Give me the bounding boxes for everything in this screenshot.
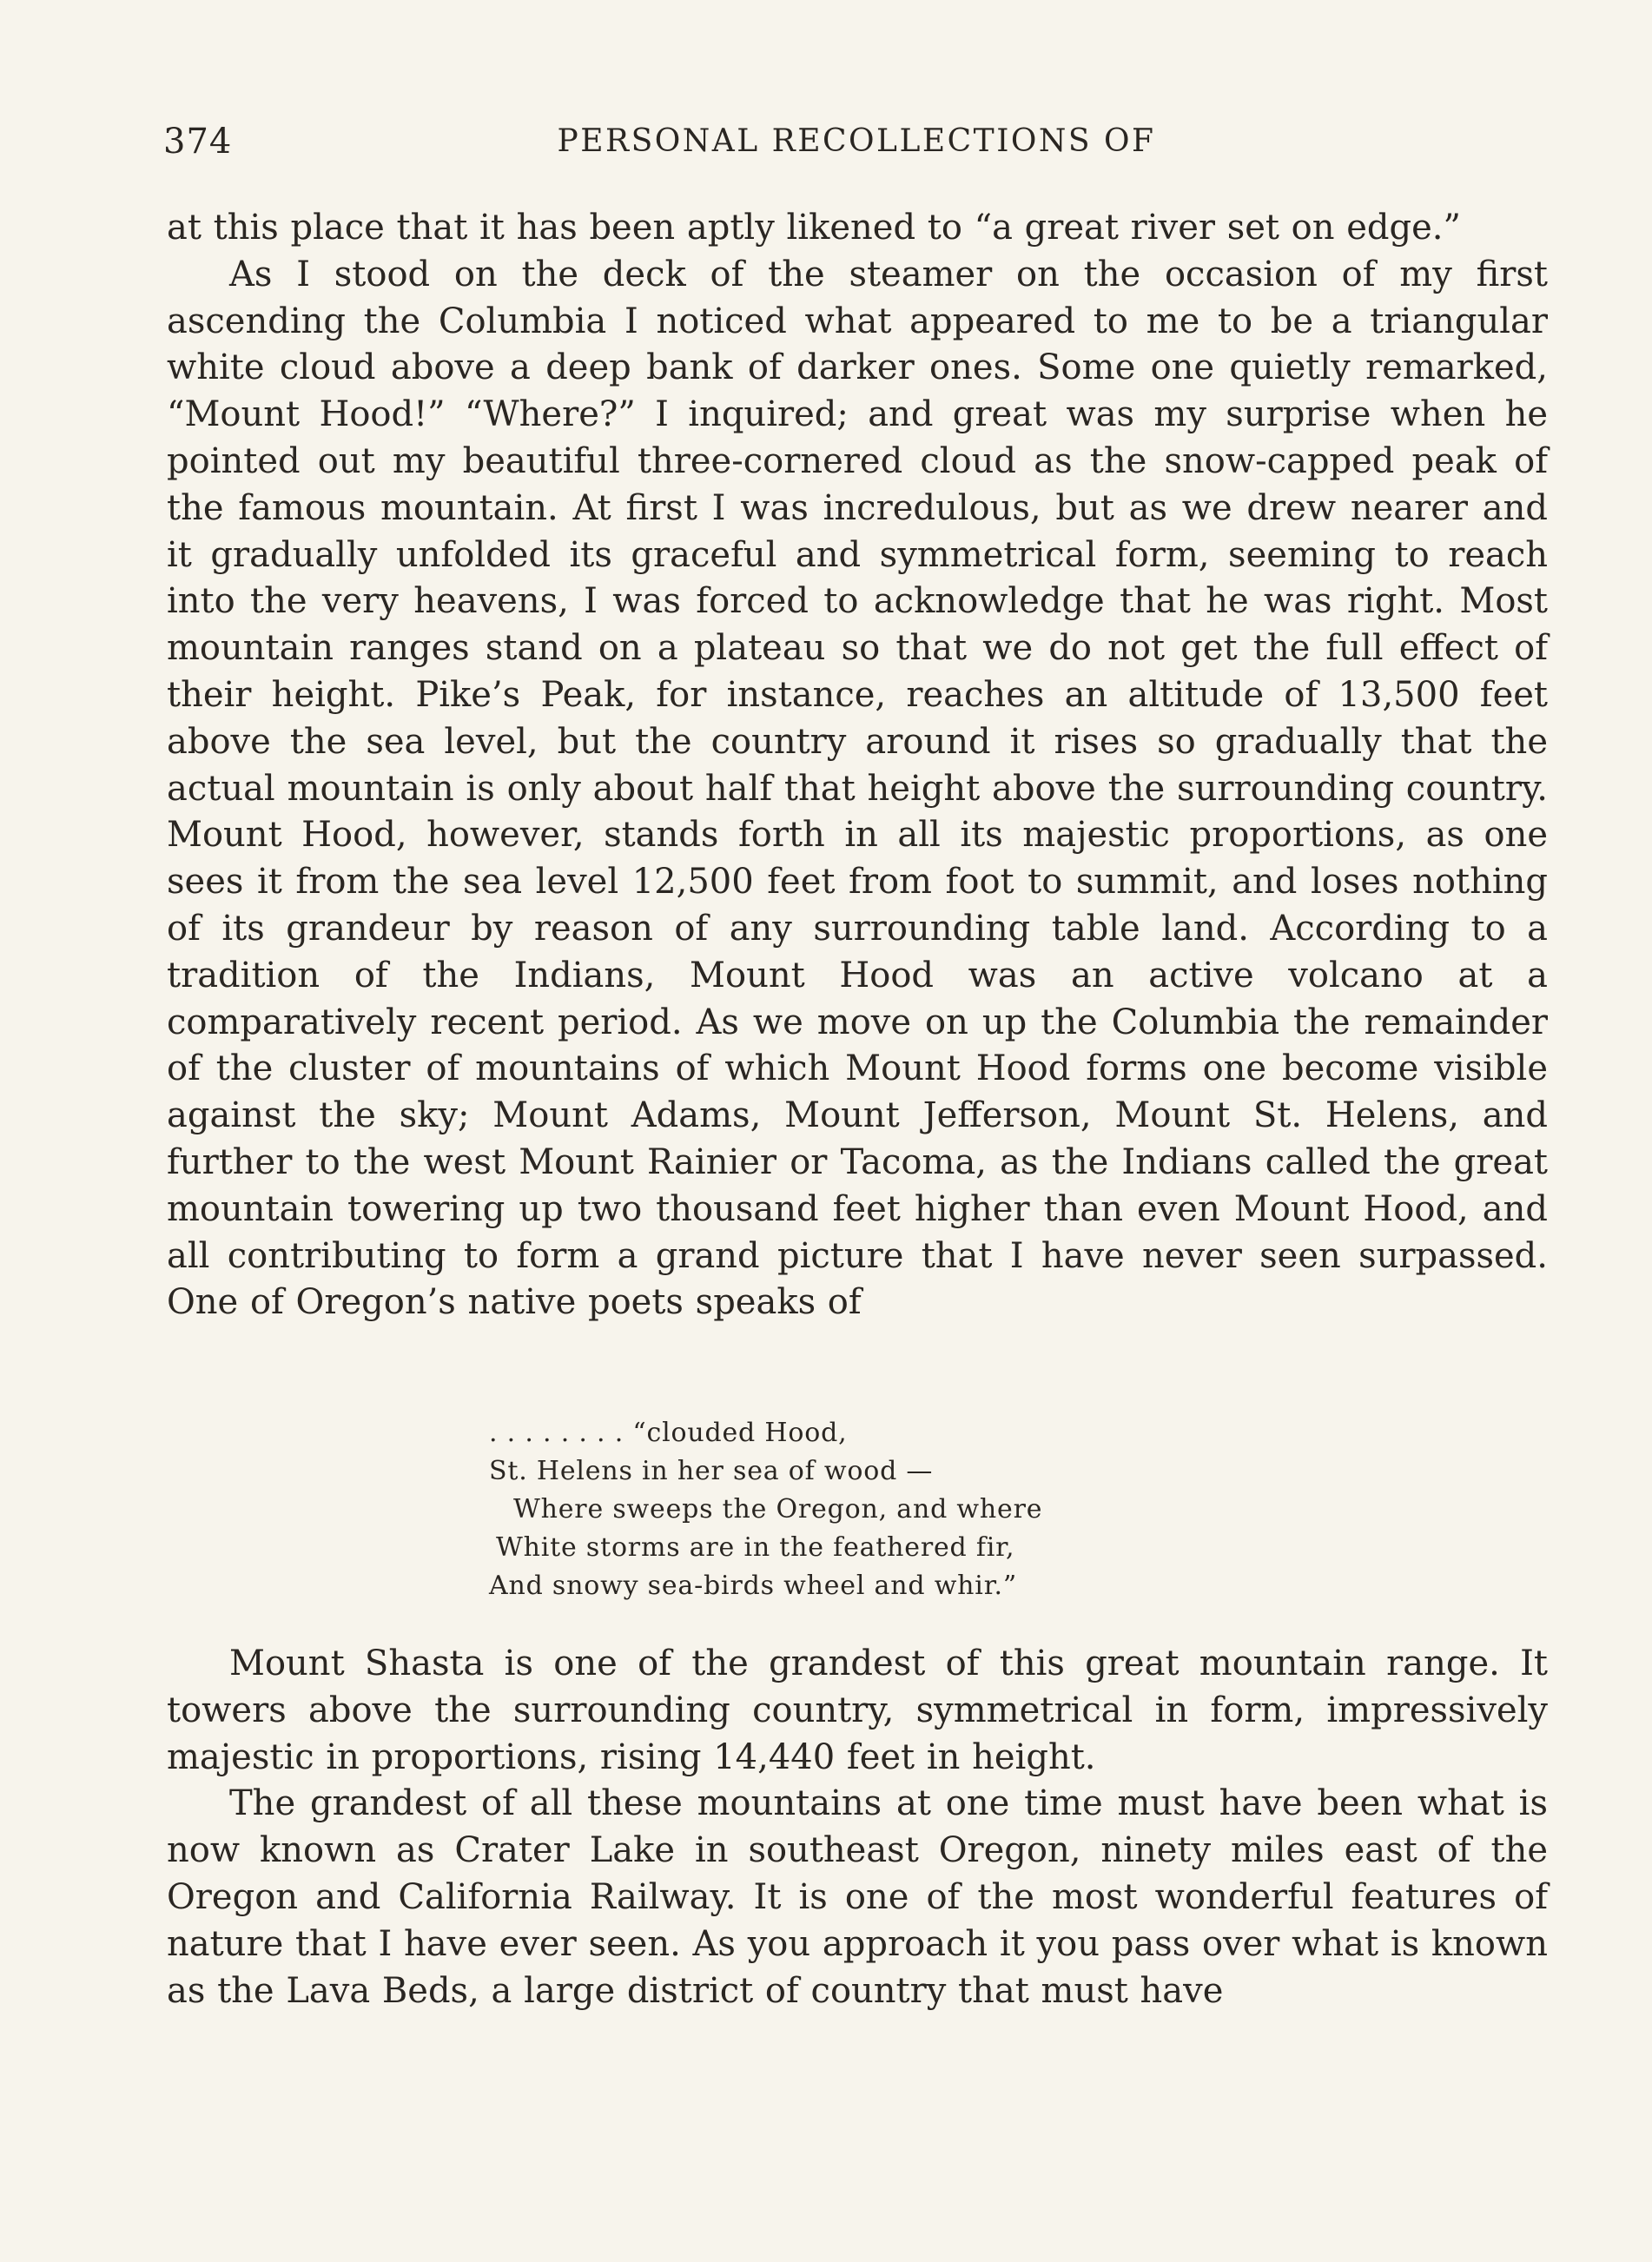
poem-line: Where sweeps the Oregon, and where bbox=[513, 1494, 1043, 1525]
paragraph: The grandest of all these mountains at one time must have been what is now known as Crater Lake in southeast Oregon, ninety miles east of the Oregon and California Railway. It is one of the most wonderful features of nature that I have ever seen. As you approach it you pass over what is known as the Lava Beds, a large district of country that must have bbox=[167, 1783, 1548, 2011]
poem-line: St. Helens in her sea of wood — bbox=[489, 1456, 934, 1486]
body-text-upper bbox=[167, 205, 1548, 1326]
poem-quotation bbox=[489, 1414, 1184, 1605]
poem-line: . . . . . . . . “clouded Hood, bbox=[489, 1418, 848, 1448]
page-number: 374 bbox=[163, 122, 233, 162]
poem-line: White storms are in the feathered fir, bbox=[496, 1532, 1015, 1563]
page-header bbox=[163, 122, 1550, 174]
paragraph: As I stood on the deck of the steamer on the occasion of my first ascending the Columbia I noticed what appeared to me to be a triangular white cloud above a deep bank of darker ones. Some one quietly remarked, “Mount Hood!” “Where?” I inquired; and great was my surprise when he pointed out my beautiful three-cornered cloud as the snow-capped peak of the famous mountain. At first I was incredulous, but as we drew nearer and it gradually unfolded its graceful and symmetrical form, seeming to reach into the very heavens, I was forced to acknowledge that he was right. Most mountain ranges stand on a plateau so that we do not get the full effect of their height. Pike’s Peak, for instance, reaches an altitude of 13,500 feet above the sea level, but the country around it rises so gradually that the actual mountain is only about half that height above the surrounding country. Mount Hood, however, stands forth in all its majestic proportions, as one sees it from the sea level 12,500 feet from foot to summit, and loses nothing of its grandeur by reason of any surrounding table land. According to a tradition of the Indians, Mount Hood was an active volcano at a comparatively recent period. As we move on up the Columbia the remainder of the cluster of mountains of which Mount Hood forms one become visible against the sky; Mount Adams, Mount Jefferson, Mount St. Helens, and further to the west Mount Rainier or Tacoma, as the Indians called the great mountain towering up two thousand feet higher than even Mount Hood, and all contributing to form a grand picture that I have never seen surpassed. One of Oregon’s native poets speaks of bbox=[167, 254, 1548, 1323]
poem-line: And snowy sea-birds wheel and whir.” bbox=[489, 1571, 1018, 1601]
paragraph: Mount Shasta is one of the grandest of this great mountain range. It towers above the surrounding country, symmetrical in form, impressively majestic in proportions, rising 14,440 feet in height. bbox=[167, 1644, 1548, 1777]
running-head: PERSONAL RECOLLECTIONS OF bbox=[557, 123, 1156, 159]
body-text-lower bbox=[167, 1641, 1548, 2014]
paragraph: at this place that it has been aptly likened to “a great river set on edge.” bbox=[167, 208, 1461, 248]
